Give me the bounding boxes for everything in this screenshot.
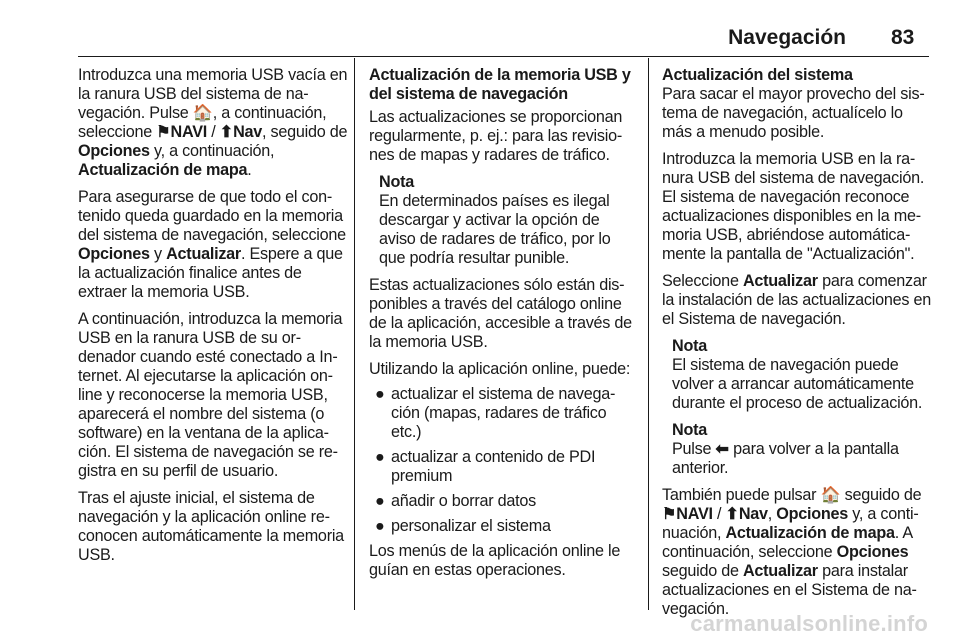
column-divider-left: [354, 58, 355, 610]
actualizar-label: Actualizar: [742, 562, 818, 580]
text: Pulse: [672, 440, 716, 458]
page-number: 83: [891, 26, 915, 49]
section-heading: Actualización del sistema: [662, 66, 853, 84]
list-item: [369, 517, 633, 536]
note: [672, 421, 932, 478]
text: . A continuación, seleccione: [662, 524, 912, 561]
paragraph: Los menús de la aplicación online le guían en estas operaciones.: [369, 542, 621, 579]
column-3: [662, 66, 932, 627]
list-item-text: actualizar a contenido de PDI premium: [391, 448, 596, 485]
note-title: Nota: [672, 421, 707, 439]
opciones-label: Opciones: [78, 142, 150, 160]
text: , seguido de: [262, 123, 348, 141]
paragraph: Estas actualizaciones sólo están disponibles a través del catálogo online de la aplicación, accesible a través de la memoria USB.: [369, 276, 632, 351]
note-title: Nota: [672, 337, 707, 355]
text: .: [247, 161, 252, 179]
column-divider-right: [648, 58, 649, 610]
section-heading: Actualización de la memoria USB y del sistema de navegación: [369, 66, 631, 103]
flag-icon: ⚑: [662, 505, 677, 523]
text: , a continuación, seleccione: [78, 104, 327, 141]
back-arrow-icon: ⬅: [715, 440, 729, 458]
navi-label: NAVI: [676, 505, 713, 523]
paragraph: Introduzca la memoria USB en la ranura USB del sistema de navegación. El sistema de navegación reconoce actualizaciones disponibles en la memoria USB, abriéndose automáticamente la pantalla de "Actualización".: [662, 150, 925, 263]
paragraph: [78, 188, 348, 302]
home-icon: 🏠: [820, 486, 841, 504]
section-title: Navegación: [728, 26, 846, 49]
note: [672, 337, 932, 413]
text: /: [207, 123, 220, 141]
text: Para asegurarse de que todo el contenido queda guardado en la memoria del sistema de navegación, seleccione: [78, 188, 346, 244]
text: para instalar actualizaciones en el Sistema de navegación.: [662, 562, 917, 618]
watermark: carmanualsonline.info: [690, 611, 928, 636]
bullet: ●: [375, 517, 385, 535]
opciones-label: Opciones: [836, 543, 909, 561]
list-item: [369, 448, 633, 486]
text: Seleccione: [662, 272, 743, 290]
list-item: [369, 385, 633, 442]
text: para volver a la pantalla anterior.: [672, 440, 899, 477]
text: /: [712, 505, 726, 523]
text: ,: [767, 505, 777, 523]
actualizacion-de-mapa-label: Actualización de mapa: [78, 161, 248, 179]
opciones-label: Opciones: [78, 245, 150, 263]
list-item: [369, 492, 633, 511]
actualizar-label: Actualizar: [166, 245, 241, 263]
paragraph: [78, 66, 348, 180]
note-text: El sistema de navegación puede volver a arrancar automáticamente durante el proceso de actualización.: [672, 356, 923, 412]
text: para comenzar la instalación de las actualizaciones en el Sistema de navegación.: [662, 272, 931, 328]
text: seguido de: [662, 562, 743, 580]
actualizar-label: Actualizar: [742, 272, 818, 290]
opciones-label: Opciones: [776, 505, 849, 523]
bullet: ●: [375, 492, 385, 510]
navi-label: NAVI: [170, 123, 207, 141]
nav-label: Nav: [233, 123, 263, 141]
note-title: Nota: [379, 173, 414, 191]
text: y, a continuación,: [662, 505, 919, 542]
list-item-text: personalizar el sistema: [391, 517, 551, 535]
actualizacion-de-mapa-label: Actualización de mapa: [725, 524, 895, 542]
bullet: ●: [375, 385, 385, 403]
paragraph: A continuación, introduzca la memoria USB en la ranura USB de su ordenador cuando esté conectado a Internet. Al ejecutarse la aplicación online y reconocerse la memoria USB, aparecerá el nombre del sistema (o software) en la ventana de la aplicación. El sistema de navegación se registra en su perfil de usuario.: [78, 310, 343, 480]
nav-arrow-icon: ⬆: [219, 123, 234, 141]
note: [379, 173, 633, 268]
column-2: [369, 66, 633, 588]
text: Introduzca una memoria USB vacía en la ranura USB del sistema de navegación. Pulse: [78, 66, 348, 122]
paragraph: Las actualizaciones se proporcionan regularmente, p. ej.: para las revisiones de mapas y radares de tráfico.: [369, 108, 623, 164]
home-icon: 🏠: [192, 104, 213, 122]
page-header: [0, 0, 960, 60]
text: seguido de: [840, 486, 922, 504]
paragraph: Para sacar el mayor provecho del sistema de navegación, actualícelo lo más a menudo posible.: [662, 85, 925, 141]
note-text: En determinados países es ilegal descargar y activar la opción de aviso de radares de tráfico, por lo que podría resultar punible.: [379, 192, 611, 267]
paragraph: Utilizando la aplicación online, puede:: [369, 360, 631, 378]
header-rule: [78, 56, 929, 57]
flag-icon: ⚑: [156, 123, 171, 141]
column-1: [78, 66, 348, 573]
text: y, a continuación,: [149, 142, 275, 160]
text: También puede pulsar: [662, 486, 821, 504]
nav-label: Nav: [738, 505, 768, 523]
paragraph: [662, 486, 932, 619]
paragraph: [662, 272, 932, 329]
text: y: [149, 245, 167, 263]
list-item-text: actualizar el sistema de navegación (mapas, radares de tráfico etc.): [391, 385, 616, 441]
paragraph: Tras el ajuste inicial, el sistema de navegación y la aplicación online reconocen automáticamente la memoria USB.: [78, 489, 344, 564]
bullet-list: [369, 385, 633, 536]
list-item-text: añadir o borrar datos: [391, 492, 537, 510]
text: . Espere a que la actualización finalice antes de extraer la memoria USB.: [78, 245, 343, 301]
nav-arrow-icon: ⬆: [725, 505, 739, 523]
bullet: ●: [375, 448, 385, 466]
